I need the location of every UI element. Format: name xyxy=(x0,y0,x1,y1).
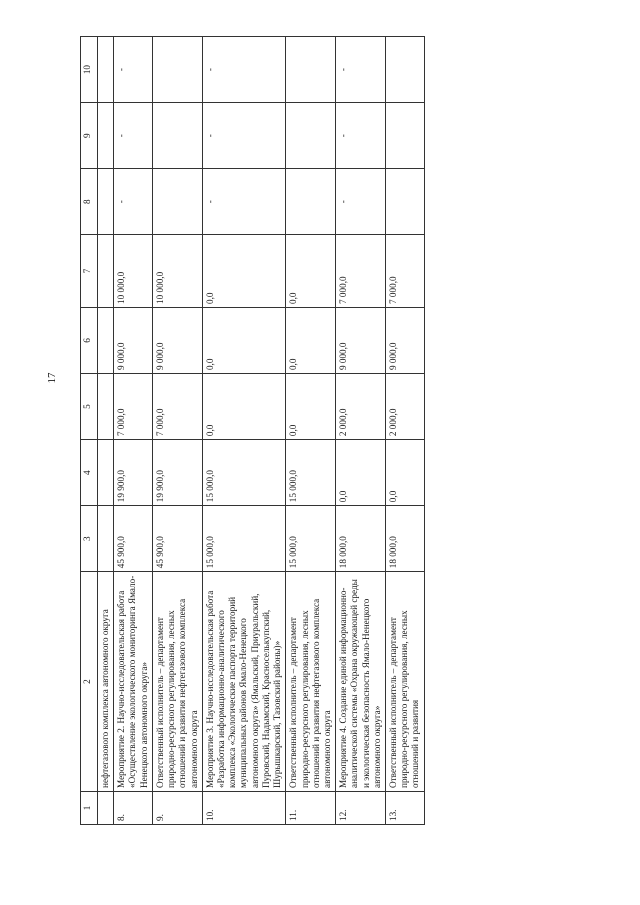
row-index-cell xyxy=(98,791,114,824)
table-row xyxy=(286,37,336,825)
value-cell xyxy=(98,169,114,235)
value-cell xyxy=(152,169,202,235)
value-cell: 9 000,0 xyxy=(386,307,425,373)
value-cell: - xyxy=(114,103,153,169)
description-cell: Ответственный исполнитель – департамент природно-ресурсного регулирования, лесных отношений и развития нефтегазового комплекса автономного округа xyxy=(152,572,202,792)
value-cell: 0,0 xyxy=(202,307,286,373)
value-cell: - xyxy=(114,169,153,235)
table-row xyxy=(336,37,386,825)
value-cell: 19 900,0 xyxy=(152,440,202,506)
value-cell: - xyxy=(336,103,386,169)
value-cell: 0,0 xyxy=(386,440,425,506)
description-cell: Ответственный исполнитель – департамент природно-ресурсного регулирования, лесных отношений и развития xyxy=(386,572,425,792)
row-index-cell: 9. xyxy=(152,791,202,824)
value-cell: 45 900,0 xyxy=(114,506,153,572)
description-cell: Мероприятие 4. Создание единой информационно-аналитической системы «Охрана окружающей среды и экологическая безопасность Ямало-Ненецкого автономного округа» xyxy=(336,572,386,792)
value-cell xyxy=(152,37,202,103)
value-cell xyxy=(386,37,425,103)
value-cell: - xyxy=(202,37,286,103)
value-cell xyxy=(286,169,336,235)
value-cell xyxy=(286,37,336,103)
row-index-cell: 10. xyxy=(202,791,286,824)
value-cell xyxy=(386,169,425,235)
column-header: 6 xyxy=(81,307,98,373)
value-cell: 0,0 xyxy=(202,235,286,308)
column-header: 5 xyxy=(81,374,98,440)
column-header: 7 xyxy=(81,235,98,308)
description-cell: Мероприятие 3. Научно-исследовательская работа «Разработка информационно-аналитического комплекса «Экологические паспорта территорий муниципальных районов Ямало-Ненецкого автономного округа» (Ямальский, Приуральский, Пуровский, Надымский, Красноселькупский, Шурышкарский, Тазовский районы)» xyxy=(202,572,286,792)
description-cell: Ответственный исполнитель – департамент природно-ресурсного регулирования, лесных отношений и развития нефтегазового комплекса автономного округа xyxy=(286,572,336,792)
value-cell: 2 000,0 xyxy=(336,374,386,440)
value-cell: - xyxy=(336,37,386,103)
column-header: 2 xyxy=(81,572,98,792)
column-header: 1 xyxy=(81,791,98,824)
description-cell: Мероприятие 2. Научно-исследовательская работа «Осуществление экологического мониторинга Ямало-Ненецкого автономного округа» xyxy=(114,572,153,792)
value-cell: 0,0 xyxy=(336,440,386,506)
table-row xyxy=(202,37,286,825)
value-cell xyxy=(386,103,425,169)
value-cell: 7 000,0 xyxy=(152,374,202,440)
value-cell: - xyxy=(202,169,286,235)
value-cell: 2 000,0 xyxy=(386,374,425,440)
value-cell: - xyxy=(336,169,386,235)
value-cell xyxy=(98,374,114,440)
value-cell: 18 000,0 xyxy=(336,506,386,572)
value-cell: 9 000,0 xyxy=(336,307,386,373)
column-header: 9 xyxy=(81,103,98,169)
value-cell xyxy=(98,235,114,308)
value-cell: 19 900,0 xyxy=(114,440,153,506)
value-cell xyxy=(98,506,114,572)
table-row xyxy=(98,37,114,825)
value-cell: 9 000,0 xyxy=(114,307,153,373)
table-row xyxy=(386,37,425,825)
value-cell: - xyxy=(202,103,286,169)
value-cell: 15 000,0 xyxy=(286,506,336,572)
rotated-table-wrapper xyxy=(80,36,562,825)
value-cell xyxy=(98,37,114,103)
value-cell: 0,0 xyxy=(286,235,336,308)
value-cell xyxy=(286,103,336,169)
table-row xyxy=(114,37,153,825)
description-cell: нефтегазового комплекса автономного округа xyxy=(98,572,114,792)
value-cell: 0,0 xyxy=(286,374,336,440)
column-header: 4 xyxy=(81,440,98,506)
value-cell: 7 000,0 xyxy=(336,235,386,308)
table-row xyxy=(152,37,202,825)
row-index-cell: 12. xyxy=(336,791,386,824)
budget-table xyxy=(80,36,425,825)
value-cell: 15 000,0 xyxy=(202,440,286,506)
value-cell xyxy=(98,307,114,373)
column-header: 10 xyxy=(81,37,98,103)
value-cell: 0,0 xyxy=(286,307,336,373)
value-cell: 0,0 xyxy=(202,374,286,440)
column-header: 8 xyxy=(81,169,98,235)
value-cell: 10 000,0 xyxy=(152,235,202,308)
value-cell: - xyxy=(114,37,153,103)
value-cell: 7 000,0 xyxy=(114,374,153,440)
value-cell: 15 000,0 xyxy=(202,506,286,572)
row-index-cell: 8. xyxy=(114,791,153,824)
column-header: 3 xyxy=(81,506,98,572)
value-cell: 45 900,0 xyxy=(152,506,202,572)
value-cell: 18 000,0 xyxy=(386,506,425,572)
value-cell: 9 000,0 xyxy=(152,307,202,373)
header-row xyxy=(81,37,98,825)
row-index-cell: 13. xyxy=(386,791,425,824)
value-cell: 15 000,0 xyxy=(286,440,336,506)
value-cell xyxy=(98,440,114,506)
value-cell: 7 000,0 xyxy=(386,235,425,308)
row-index-cell: 11. xyxy=(286,791,336,824)
value-cell: 10 000,0 xyxy=(114,235,153,308)
value-cell xyxy=(98,103,114,169)
value-cell xyxy=(152,103,202,169)
page-number: 17 xyxy=(46,372,58,384)
